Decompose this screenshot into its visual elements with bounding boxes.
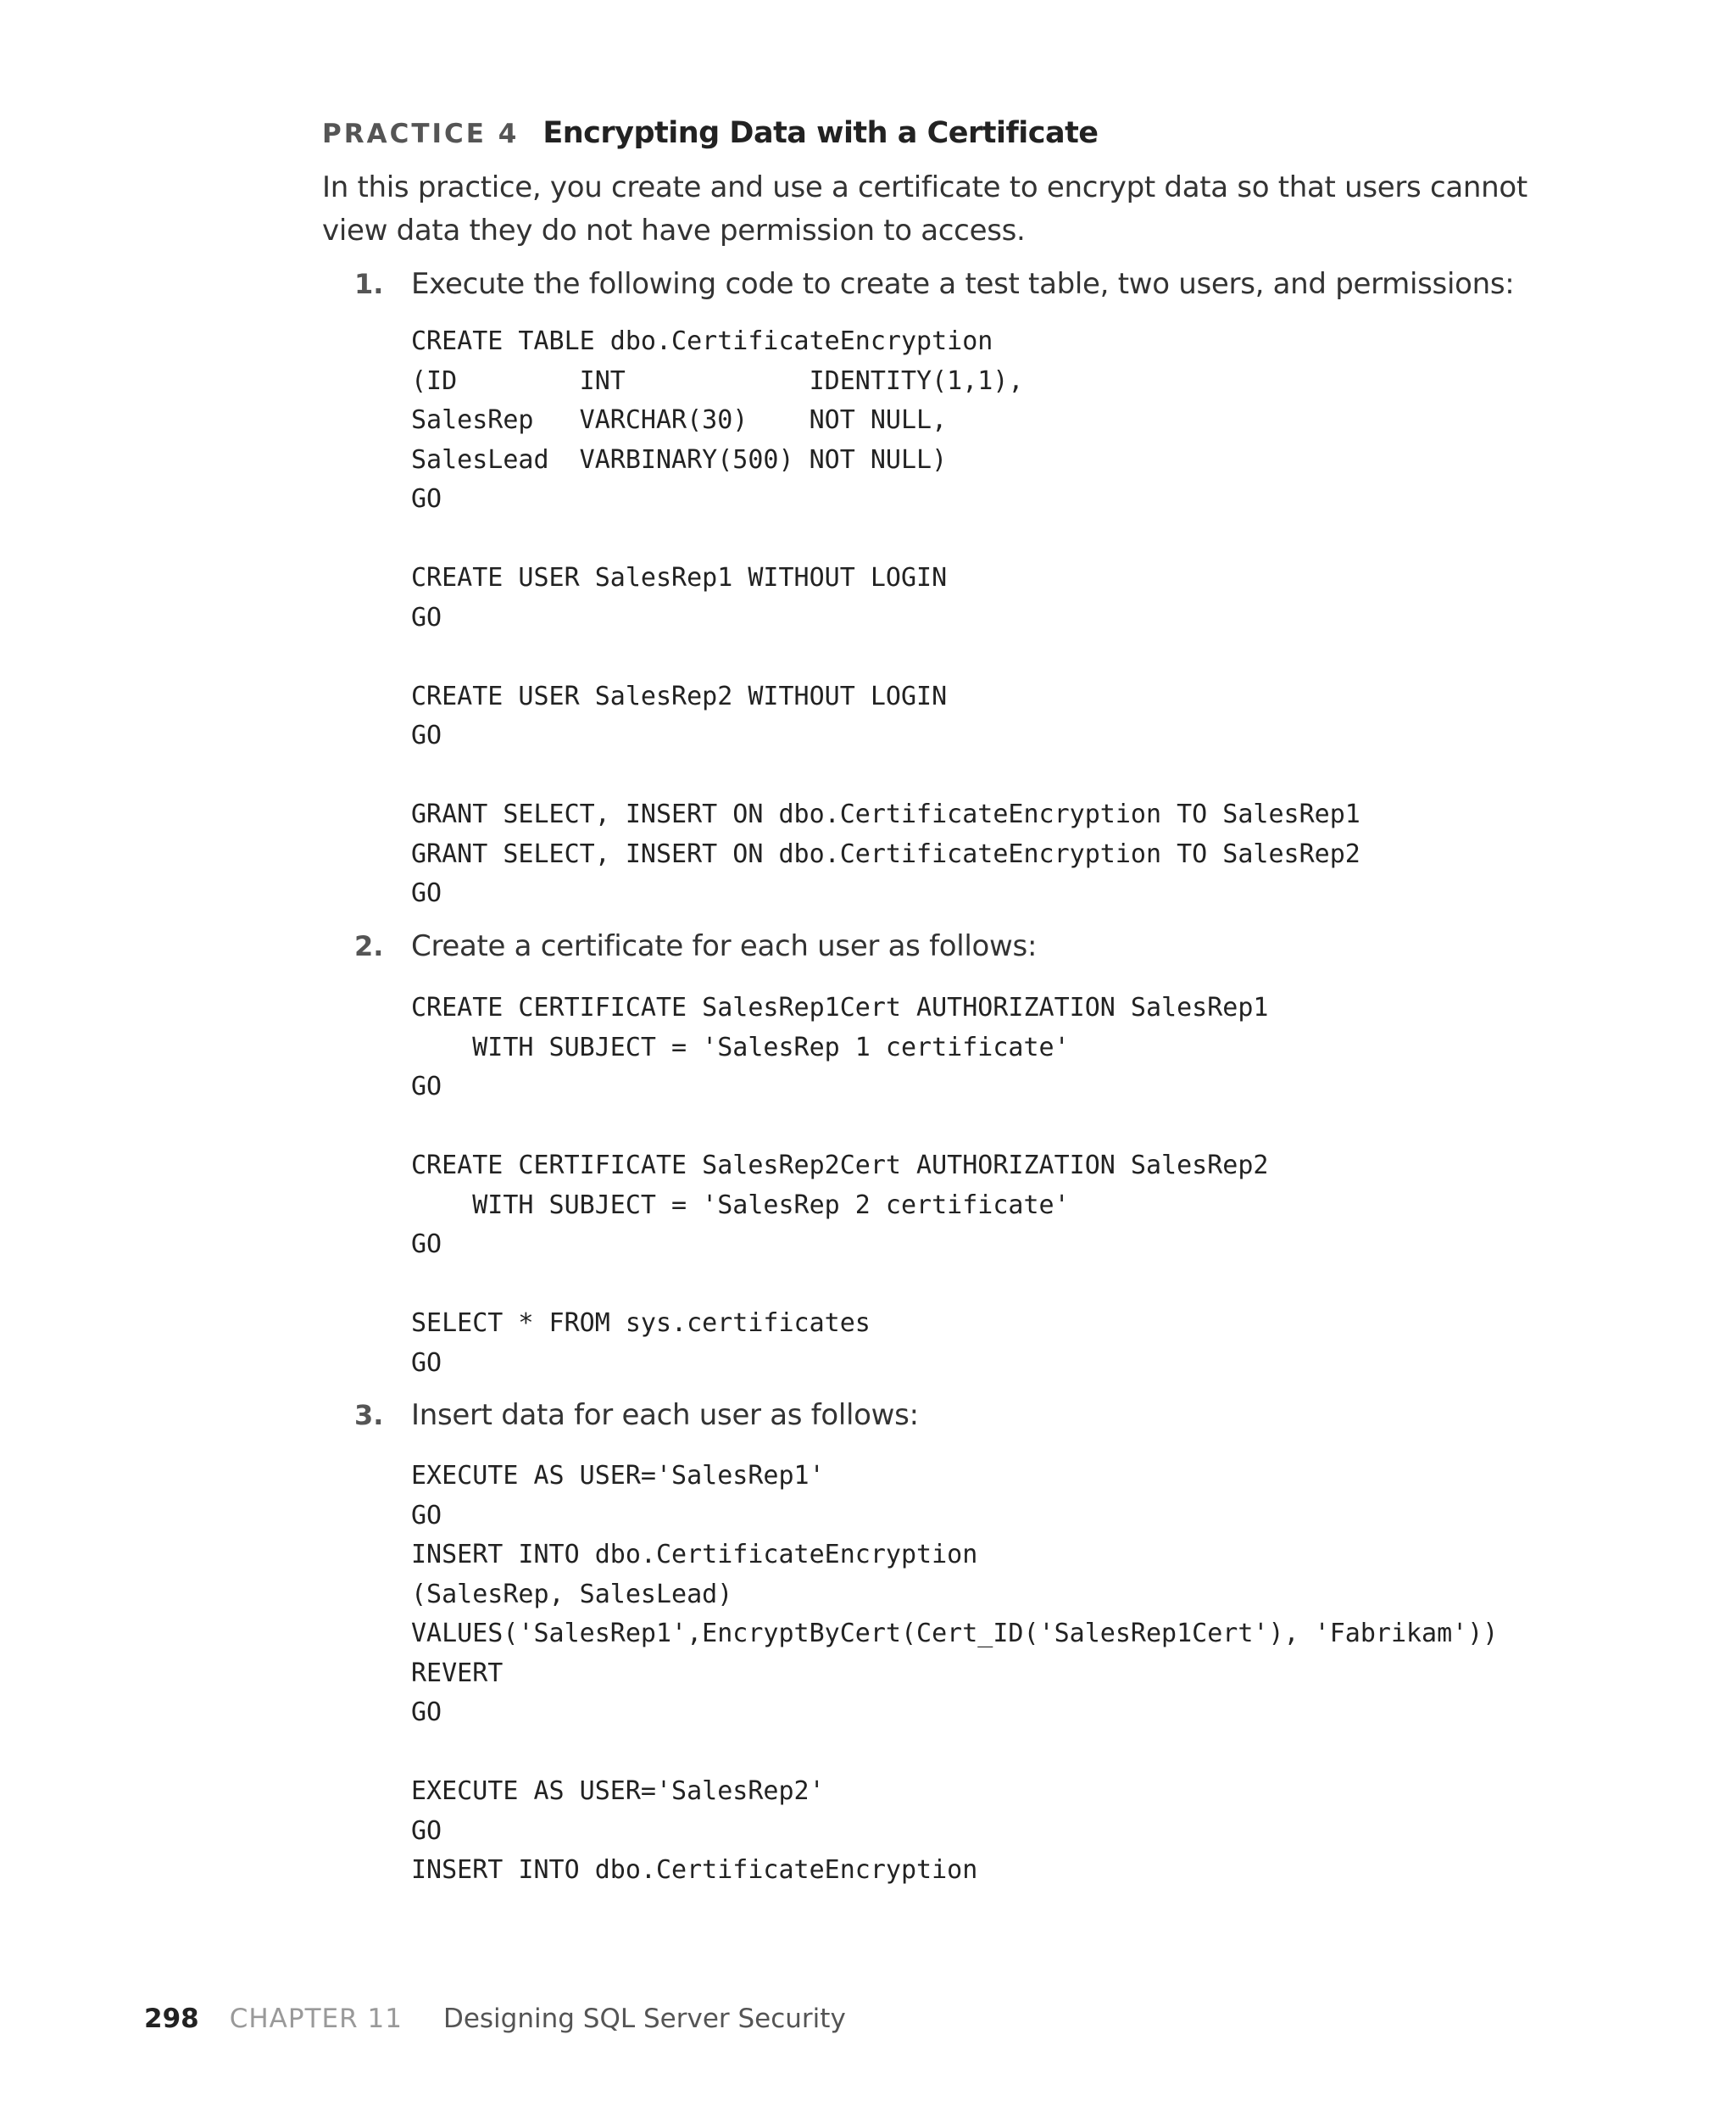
code-line: GO [411,1072,442,1101]
code-block-step-3 [411,1457,1498,1891]
code-line [411,756,1360,796]
code-line: CREATE CERTIFICATE SalesRep1Cert AUTHORIZATION SalesRep1 [411,993,1269,1023]
step-text: Execute the following code to create a test table, two users, and permissions: [411,267,1515,301]
code-line: GO [411,1500,442,1530]
code-line: GRANT SELECT, INSERT ON dbo.CertificateEncryption TO SalesRep1 [411,800,1360,829]
code-line: REVERT [411,1658,504,1688]
code-line: SELECT * FROM sys.certificates [411,1308,871,1338]
code-line: (SalesRep, SalesLead) [411,1579,733,1609]
practice-title: Encrypting Data with a Certificate [542,116,1099,150]
step-number: 2. [354,930,384,962]
code-line: WITH SUBJECT = 'SalesRep 2 certificate' [411,1190,1070,1220]
code-line [411,1265,1268,1305]
code-line: GO [411,1815,442,1846]
code-line: INSERT INTO dbo.CertificateEncryption [411,1855,978,1885]
code-line: INSERT INTO dbo.CertificateEncryption [411,1540,978,1569]
page-number: 298 [144,2004,199,2034]
practice-heading [322,109,1099,163]
code-line: SalesLead VARBINARY(500) NOT NULL) [411,444,948,475]
code-block-step-1 [411,322,1360,914]
code-line: GO [411,721,442,750]
code-block-step-2 [411,989,1268,1383]
code-line [411,520,1360,560]
code-line: (ID INT IDENTITY(1,1), [411,365,1024,396]
code-line: CREATE USER SalesRep1 WITHOUT LOGIN [411,563,948,593]
code-line: GO [411,484,442,514]
code-line: WITH SUBJECT = 'SalesRep 1 certificate' [411,1032,1070,1062]
chapter-label: CHAPTER 11 [229,2004,403,2034]
code-line [411,1733,1498,1773]
code-line: GO [411,602,442,633]
code-line: CREATE TABLE dbo.CertificateEncryption [411,326,993,356]
code-line [411,638,1360,677]
chapter-title: Designing SQL Server Security [442,2004,846,2034]
code-line: GO [411,1697,442,1727]
page-footer [144,1998,846,2044]
step-text: Insert data for each user as follows: [411,1398,919,1432]
step-1 [322,259,1551,309]
code-line: GRANT SELECT, INSERT ON dbo.CertificateEncryption TO SalesRep2 [411,839,1360,869]
step-3 [322,1391,1551,1440]
code-line: EXECUTE AS USER='SalesRep2' [411,1776,825,1806]
intro-paragraph: In this practice, you create and use a certificate to encrypt data so that users cannot view data they do not have permission to access. [322,170,1527,248]
step-text: Create a certificate for each user as follows: [411,929,1038,963]
code-line: GO [411,1347,442,1378]
step-number: 3. [354,1399,384,1431]
step-2 [322,922,1551,971]
code-line: CREATE CERTIFICATE SalesRep2Cert AUTHORIZATION SalesRep2 [411,1151,1269,1180]
code-line: GO [411,1229,442,1259]
code-line [411,1107,1268,1147]
code-line: VALUES('SalesRep1',EncryptByCert(Cert_ID('SalesRep1Cert'), 'Fabrikam')) [411,1619,1499,1648]
code-line: CREATE USER SalesRep2 WITHOUT LOGIN [411,681,948,711]
code-line: SalesRep VARCHAR(30) NOT NULL, [411,405,948,435]
code-line: EXECUTE AS USER='SalesRep1' [411,1461,825,1491]
step-number: 1. [354,268,384,300]
code-line: GO [411,878,442,908]
practice-label: PRACTICE 4 [322,119,520,149]
